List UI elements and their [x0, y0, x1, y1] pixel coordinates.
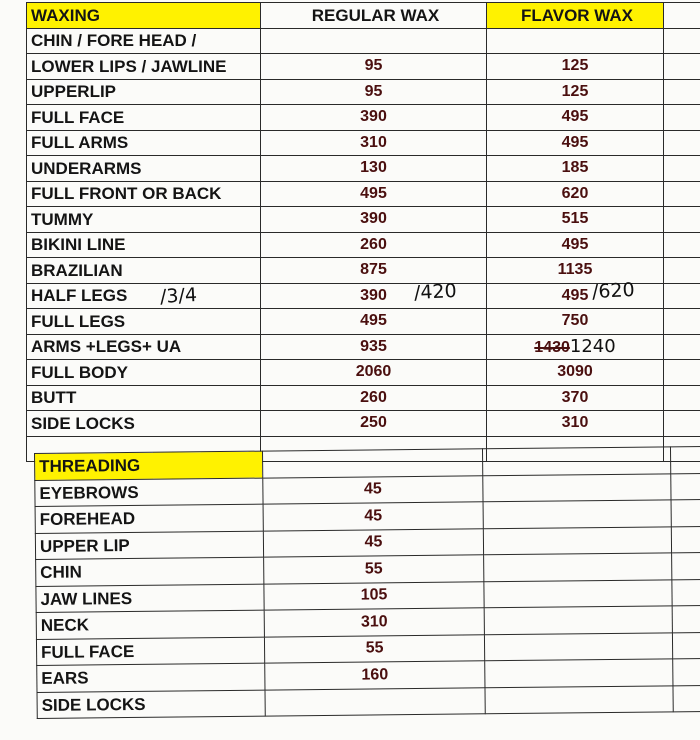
- flavor-price: 515: [487, 207, 664, 233]
- crossed-out-price: 1430: [534, 338, 570, 356]
- service-name: SIDE LOCKS: [27, 411, 261, 437]
- price: 55: [264, 634, 484, 663]
- empty-cell: [664, 258, 700, 284]
- handwritten-half-legs-regular: /420: [413, 279, 458, 305]
- service-name: BRAZILIAN: [27, 258, 261, 284]
- table-row: [27, 105, 700, 131]
- regular-price: [261, 28, 487, 54]
- empty-cell: [664, 28, 700, 54]
- flavor-price: 750: [487, 309, 664, 335]
- service-name: TUMMY: [27, 207, 261, 233]
- table-row: [27, 309, 700, 335]
- table-row: [27, 411, 700, 437]
- service-name: SIDE LOCKS: [37, 690, 265, 719]
- regular-price: 95: [261, 79, 487, 105]
- service-name: FULL FRONT OR BACK: [27, 181, 261, 207]
- empty-cell: [664, 79, 700, 105]
- table-row: [27, 360, 700, 386]
- empty-cell: [485, 685, 673, 713]
- regular-price: 95: [261, 54, 487, 80]
- empty-cell: [664, 334, 700, 360]
- empty-cell: [664, 54, 700, 80]
- flavor-wax-header: FLAVOR WAX: [487, 3, 664, 29]
- table-row: [27, 334, 700, 360]
- service-name: FULL ARMS: [27, 130, 261, 156]
- price: 310: [264, 608, 484, 637]
- handwritten-half-legs-note: /3/4: [159, 284, 198, 308]
- flavor-price: 495: [487, 283, 664, 309]
- service-name: CHIN / FORE HEAD /: [27, 28, 261, 54]
- empty-cell: [483, 500, 671, 528]
- handwritten-half-legs-flavor: /620: [591, 278, 636, 304]
- waxing-header-row: [27, 3, 700, 29]
- regular-price: 260: [261, 385, 487, 411]
- empty-cell: [664, 232, 700, 258]
- empty-cell: [664, 360, 700, 386]
- table-row: [27, 385, 700, 411]
- service-name: UPPER LIP: [35, 531, 263, 560]
- regular-price: 390: [261, 283, 487, 309]
- price: 45: [263, 475, 483, 504]
- flavor-price: 495: [487, 105, 664, 131]
- flavor-price-crossed: [487, 334, 664, 360]
- regular-price: 250: [261, 411, 487, 437]
- empty-cell: [483, 473, 671, 501]
- empty-cell: [671, 499, 700, 526]
- flavor-price: 370: [487, 385, 664, 411]
- empty-cell: [672, 632, 700, 659]
- price: 160: [265, 661, 485, 690]
- flavor-price: 310: [487, 411, 664, 437]
- table-row: [27, 54, 700, 80]
- empty-cell: [670, 446, 700, 473]
- price: 55: [264, 555, 484, 584]
- table-row: [27, 156, 700, 182]
- empty-cell: [664, 130, 700, 156]
- service-name: FULL LEGS: [27, 309, 261, 335]
- service-name: BIKINI LINE: [27, 232, 261, 258]
- empty-cell: [664, 309, 700, 335]
- price: 105: [264, 581, 484, 610]
- empty-cell: [671, 473, 700, 500]
- flavor-price: 125: [487, 54, 664, 80]
- flavor-price: 1135: [487, 258, 664, 284]
- regular-price: 2060: [261, 360, 487, 386]
- empty-cell: [664, 156, 700, 182]
- regular-price: 260: [261, 232, 487, 258]
- service-name: HALF LEGS: [27, 283, 261, 309]
- service-name: EARS: [37, 663, 265, 692]
- flavor-price: [487, 28, 664, 54]
- flavor-price: 185: [487, 156, 664, 182]
- service-name: JAW LINES: [36, 584, 264, 613]
- empty-cell: [664, 207, 700, 233]
- empty-cell: [483, 526, 671, 554]
- empty-cell: [672, 579, 700, 606]
- empty-cell: [664, 385, 700, 411]
- waxing-table: [26, 2, 700, 462]
- empty-cell: [672, 605, 700, 632]
- empty-cell: [485, 659, 673, 687]
- service-name: UPPERLIP: [27, 79, 261, 105]
- table-row: [27, 130, 700, 156]
- regular-price: 130: [261, 156, 487, 182]
- threading-table: [34, 446, 700, 719]
- table-row: [27, 28, 700, 54]
- regular-price: 935: [261, 334, 487, 360]
- table-row: [27, 232, 700, 258]
- empty-cell: [484, 553, 672, 581]
- regular-price: 875: [261, 258, 487, 284]
- service-name: BUTT: [27, 385, 261, 411]
- empty-cell: [484, 606, 672, 634]
- empty-cell: [664, 411, 700, 437]
- regular-price: 390: [261, 105, 487, 131]
- service-name: FOREHEAD: [35, 504, 263, 533]
- service-name: FULL FACE: [36, 637, 264, 666]
- service-name: NECK: [36, 610, 264, 639]
- empty-cell: [664, 3, 700, 29]
- empty-cell: [672, 552, 700, 579]
- empty-cell: [664, 181, 700, 207]
- empty-cell: [673, 685, 700, 712]
- service-name: LOWER LIPS / JAWLINE: [27, 54, 261, 80]
- service-name: ARMS +LEGS+ UA: [27, 334, 261, 360]
- flavor-price: 495: [487, 130, 664, 156]
- table-row: [27, 181, 700, 207]
- empty-cell: [664, 283, 700, 309]
- empty-cell: [664, 105, 700, 131]
- empty-cell: [484, 632, 672, 660]
- service-name: FULL FACE: [27, 105, 261, 131]
- regular-price: 495: [261, 309, 487, 335]
- flavor-price: 125: [487, 79, 664, 105]
- flavor-price: 3090: [487, 360, 664, 386]
- regular-price: 495: [261, 181, 487, 207]
- price: [265, 687, 485, 716]
- service-name: FULL BODY: [27, 360, 261, 386]
- service-name: EYEBROWS: [35, 478, 263, 507]
- empty-cell: [673, 658, 700, 685]
- service-name: CHIN: [36, 557, 264, 586]
- flavor-price: 620: [487, 181, 664, 207]
- table-row: [27, 258, 700, 284]
- price: 45: [263, 528, 483, 557]
- regular-price: 390: [261, 207, 487, 233]
- empty-cell: [484, 579, 672, 607]
- price: 45: [263, 502, 483, 531]
- service-name: UNDERARMS: [27, 156, 261, 182]
- regular-wax-header: REGULAR WAX: [261, 3, 487, 29]
- table-row: [27, 207, 700, 233]
- table-row: [27, 79, 700, 105]
- empty-cell: [262, 449, 482, 478]
- waxing-title: WAXING: [27, 3, 261, 29]
- handwritten-new-price: 1240: [569, 335, 616, 357]
- empty-cell: [671, 526, 700, 553]
- regular-price: 310: [261, 130, 487, 156]
- empty-cell: [482, 447, 670, 475]
- threading-title: THREADING: [35, 451, 263, 480]
- flavor-price: 495: [487, 232, 664, 258]
